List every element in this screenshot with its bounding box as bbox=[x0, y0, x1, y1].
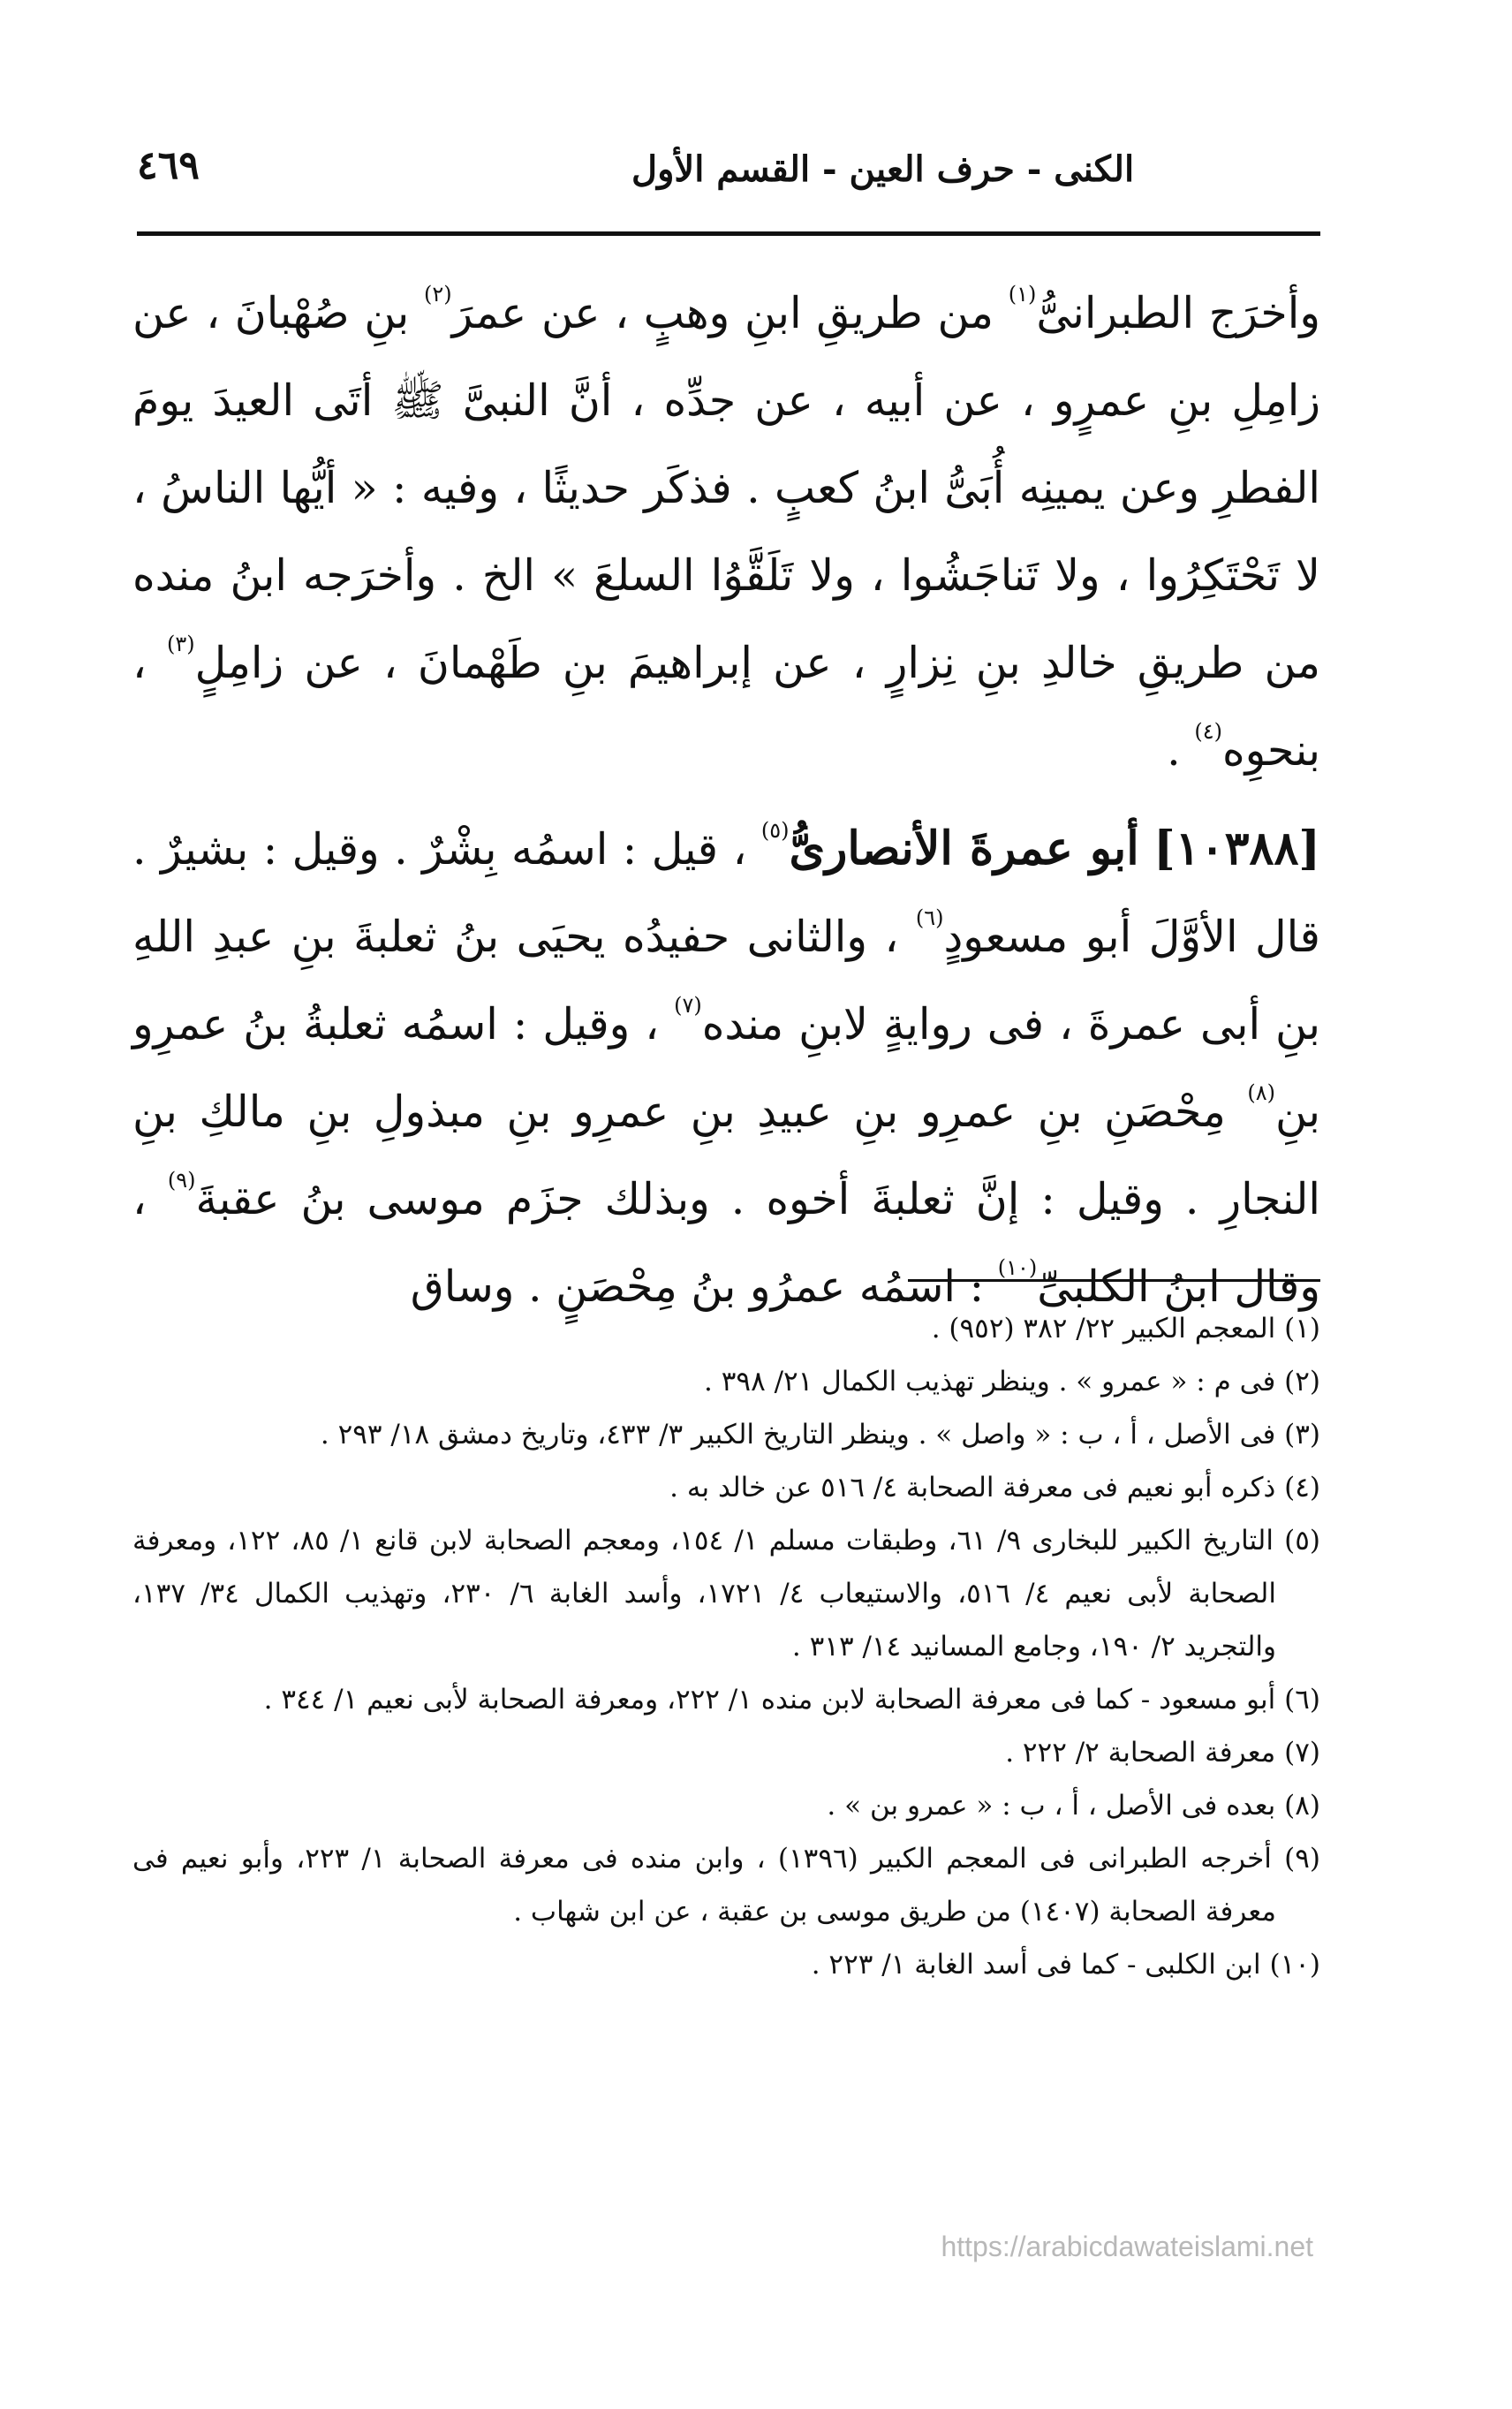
footnote: (٦) أبو مسعود - كما فى معرفة الصحابة لابن منده ١/ ٢٢٢، ومعرفة الصحابة لأبى نعيم ١/ ٣٤٤ . bbox=[263, 1684, 1320, 1716]
text-run: وأخرَج الطبرانىُّ bbox=[1036, 288, 1320, 338]
entry-name: أبو عمرةَ الأنصارىُّ bbox=[789, 822, 1139, 875]
header-rule bbox=[137, 231, 1320, 236]
page-header bbox=[137, 133, 1320, 212]
footnote-ref: (١٠) bbox=[997, 1255, 1038, 1280]
paragraph-tabarani bbox=[132, 269, 1320, 794]
running-title: الكنى - حرف العين - القسم الأول bbox=[631, 148, 1135, 190]
entry-number: [١٠٣٨٨] bbox=[1153, 822, 1320, 875]
footnote-ref: (٣) bbox=[166, 632, 195, 656]
footnote: (١٠) ابن الكلبى - كما فى أسد الغابة ١/ ٢٢٣ . bbox=[811, 1949, 1320, 1981]
footnote-ref: (٦) bbox=[915, 905, 944, 930]
footnote: (٧) معرفة الصحابة ٢/ ٢٢٢ . bbox=[1005, 1737, 1320, 1769]
text-run: ، بنحوِه bbox=[132, 638, 1320, 776]
watermark-url: https://arabicdawateislami.net bbox=[941, 2231, 1313, 2262]
footnote: (٣) فى الأصل ، أ ، ب : « واصل » . وينظر التاريخ الكبير ٣/ ٤٣٣، وتاريخ دمشق ١٨/ ٢٩٣ . bbox=[320, 1419, 1320, 1451]
text-run: ، والثانى حفيدُه يحيَى بنُ ثعلبةَ بنِ عبدِ اللهِ بنِ أبى عمرةَ ، فى روايةٍ لابنِ منده bbox=[132, 912, 1320, 1049]
footnote-rule bbox=[908, 1279, 1320, 1282]
footnote: (٤) ذكره أبو نعيم فى معرفة الصحابة ٤/ ٥١٦ عن خالد به . bbox=[669, 1472, 1320, 1504]
footnote-ref: (٨) bbox=[1247, 1080, 1276, 1105]
page-number: ٤٦٩ bbox=[137, 143, 200, 188]
text-run: . bbox=[1167, 725, 1195, 776]
text-run: ، وقيل : اسمُه ثعلبةُ بنُ عمرِو بنِ bbox=[132, 999, 1320, 1137]
text-run: بنِ صُهْبانَ ، عن زامِلِ بنِ عمرٍو ، عن أبيه ، عن جدِّه ، أنَّ النبىَّ ﷺ أتَى العيدَ يومَ الفطرِ وعن يمينِه أُبَىُّ ابنُ كعبٍ . فذكَر حديثًا ، وفيه : « أيُّها الناسُ ، لا تَحْتَكِرُوا ، ولا تَناجَشُوا ، ولا تَلَقَّوُا السلعَ » الخ . وأخرَجه ابنُ منده من طريقِ خالدِ بنِ نِزارٍ ، عن إبراهيمَ بنِ طَهْمانَ ، عن زامِلٍ bbox=[132, 288, 1321, 688]
footnote: (٢) فى م : « عمرو » . وينظر تهذيب الكمال ٢١/ ٣٩٨ . bbox=[704, 1366, 1320, 1398]
footnote-ref: (٤) bbox=[1194, 719, 1222, 744]
footnote: (٨) بعده فى الأصل ، أ ، ب : « عمرو بن » . bbox=[827, 1790, 1320, 1822]
footnote: (١) المعجم الكبير ٢٢/ ٣٨٢ (٩٥٢) . bbox=[931, 1313, 1320, 1345]
text-run: : اسمُه عمرُو بنُ مِحْصَنٍ . وساق bbox=[410, 1261, 998, 1312]
text-run: ، قيل : اسمُه بِشْرٌ . وقيل : بشيرٌ . قال الأوَّلَ أبو مسعودٍ bbox=[132, 824, 1320, 962]
footnote-ref: (١) bbox=[1008, 282, 1037, 307]
footnote-ref: (٧) bbox=[674, 993, 702, 1018]
footnote: (٩) أخرجه الطبرانى فى المعجم الكبير (١٣٩٦) ، وابن منده فى معرفة الصحابة ١/ ٢٢٣، وأبو نعيم فى معرفة الصحابة (١٤٠٧) من طريق موسى بن عقبة ، عن ابن شهاب . bbox=[132, 1843, 1320, 1928]
footnotes bbox=[132, 1302, 1320, 1991]
entry-abu-amra bbox=[132, 805, 1320, 1330]
footnote-ref: (٥) bbox=[760, 818, 790, 843]
footnote-ref: (٢) bbox=[424, 282, 452, 307]
text-run: مِحْصَنِ بنِ عمرِو بنِ عبيدِ بنِ عمرِو بنِ مبذولِ بنِ مالكِ بنِ النجارِ . وقيل : إنَّ ثعلبةَ أخوه . وبذلك جزَم موسى بنُ عقبةَ bbox=[132, 1087, 1321, 1224]
text-run: من طريقِ ابنِ وهبٍ ، عن عمرَ bbox=[451, 288, 1009, 338]
text-run: ، وقال ابنُ الكلبىِّ bbox=[132, 1174, 1320, 1312]
footnote: (٥) التاريخ الكبير للبخارى ٩/ ٦١، وطبقات مسلم ١/ ١٥٤، ومعجم الصحابة لابن قانع ١/ ٨٥، ١٢٢، ومعرفة الصحابة لأبى نعيم ٤/ ٥١٦، والاستيعاب ٤/ ١٧٢١، وأسد الغابة ٦/ ٢٣٠، وتهذيب الكمال ٣٤/ ١٣٧، والتجريد ٢/ ١٩٠، وجامع المسانيد ١٤/ ٣١٣ . bbox=[132, 1525, 1320, 1663]
main-text bbox=[132, 269, 1320, 1330]
footnote-ref: (٩) bbox=[167, 1168, 196, 1193]
